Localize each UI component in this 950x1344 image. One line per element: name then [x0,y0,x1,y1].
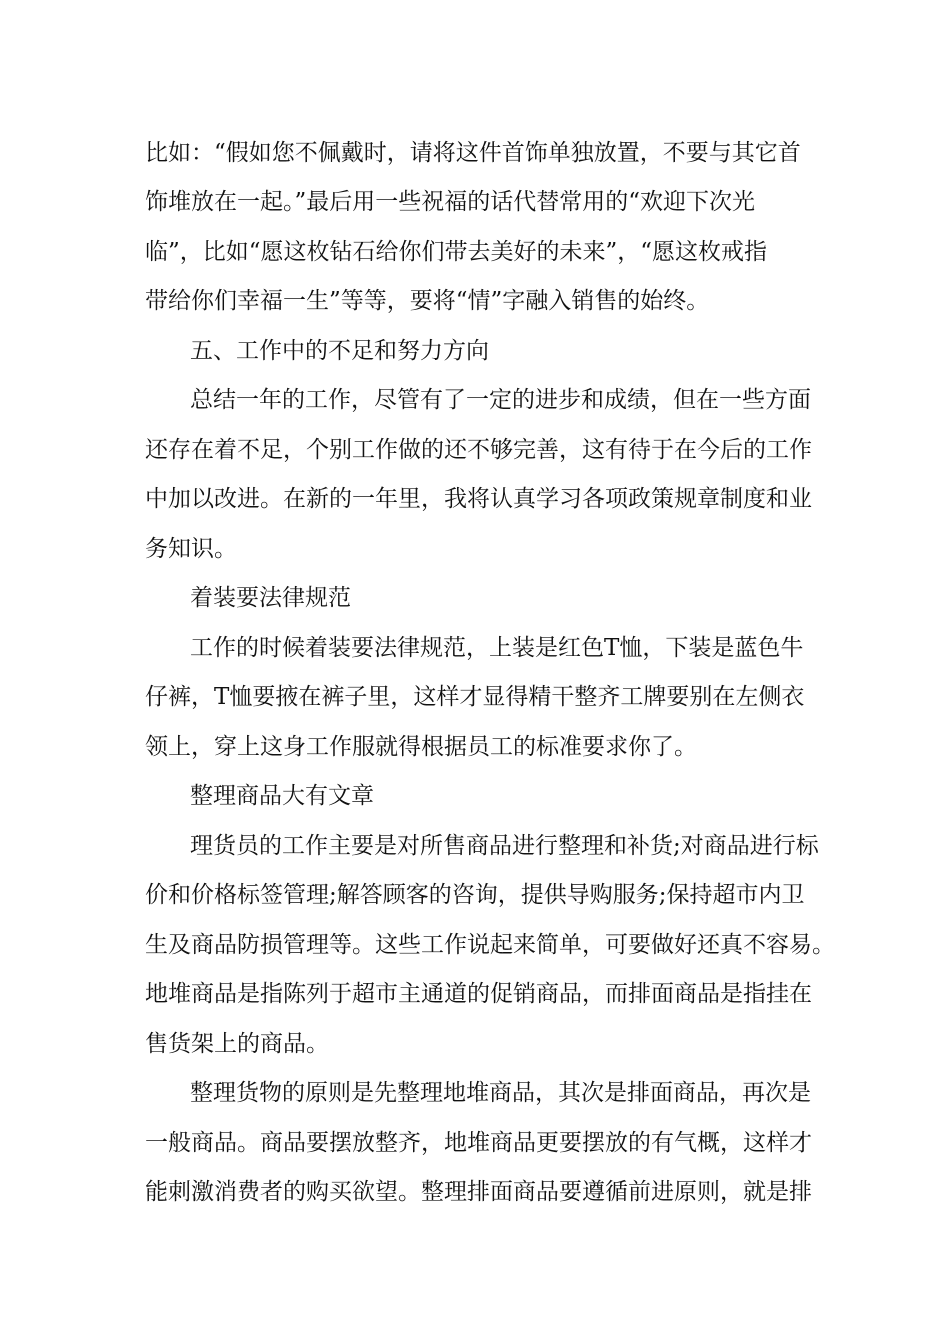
paragraph-line: 务知识。 [145,536,237,562]
section-heading: 整理商品大有文章 [190,783,374,809]
paragraph-line: 还存在着不足，个别工作做的还不够完善，这有待于在今后的工作 [145,437,812,463]
paragraph-line: 带给你们幸福一生”等等，要将“情”字融入销售的始终。 [145,288,710,314]
paragraph-line: 价和价格标签管理;解答顾客的咨询，提供导购服务;保持超市内卫 [145,882,805,908]
paragraph-line: 生及商品防损管理等。这些工作说起来简单，可要做好还真不容易。 [145,932,835,958]
paragraph-line: 比如：“假如您不佩戴时，请将这件首饰单独放置，不要与其它首 [145,140,801,166]
paragraph-line: 售货架上的商品。 [145,1031,329,1057]
paragraph-line: 中加以改进。在新的一年里，我将认真学习各项政策规章制度和业 [145,486,812,512]
paragraph-line: 临”，比如“愿这枚钻石给你们带去美好的未来”，“愿这枚戒指 [145,239,768,265]
paragraph-line: 一般商品。商品要摆放整齐，地堆商品更要摆放的有气概，这样才 [145,1130,812,1156]
paragraph-line: 地堆商品是指陈列于超市主通道的促销商品，而排面商品是指挂在 [145,981,812,1007]
paragraph-line: 整理货物的原则是先整理地堆商品，其次是排面商品，再次是 [190,1080,811,1106]
paragraph-line: 总结一年的工作，尽管有了一定的进步和成绩，但在一些方面 [190,387,811,413]
paragraph-line: 饰堆放在一起。”最后用一些祝福的话代替常用的“欢迎下次光 [145,189,756,215]
section-heading: 五、工作中的不足和努力方向 [190,338,489,364]
paragraph-line: 领上，穿上这身工作服就得根据员工的标准要求你了。 [145,734,697,760]
paragraph-line: 能刺激消费者的购买欲望。整理排面商品要遵循前进原则，就是排 [145,1179,812,1205]
paragraph-line: 理货员的工作主要是对所售商品进行整理和补货;对商品进行标 [190,833,819,859]
paragraph-line: 仔裤，T恤要掖在裤子里，这样才显得精干整齐工牌要别在左侧衣 [145,684,805,710]
section-heading: 着装要法律规范 [190,585,351,611]
paragraph-line: 工作的时候着装要法律规范，上装是红色T恤，下装是蓝色牛 [190,635,804,661]
